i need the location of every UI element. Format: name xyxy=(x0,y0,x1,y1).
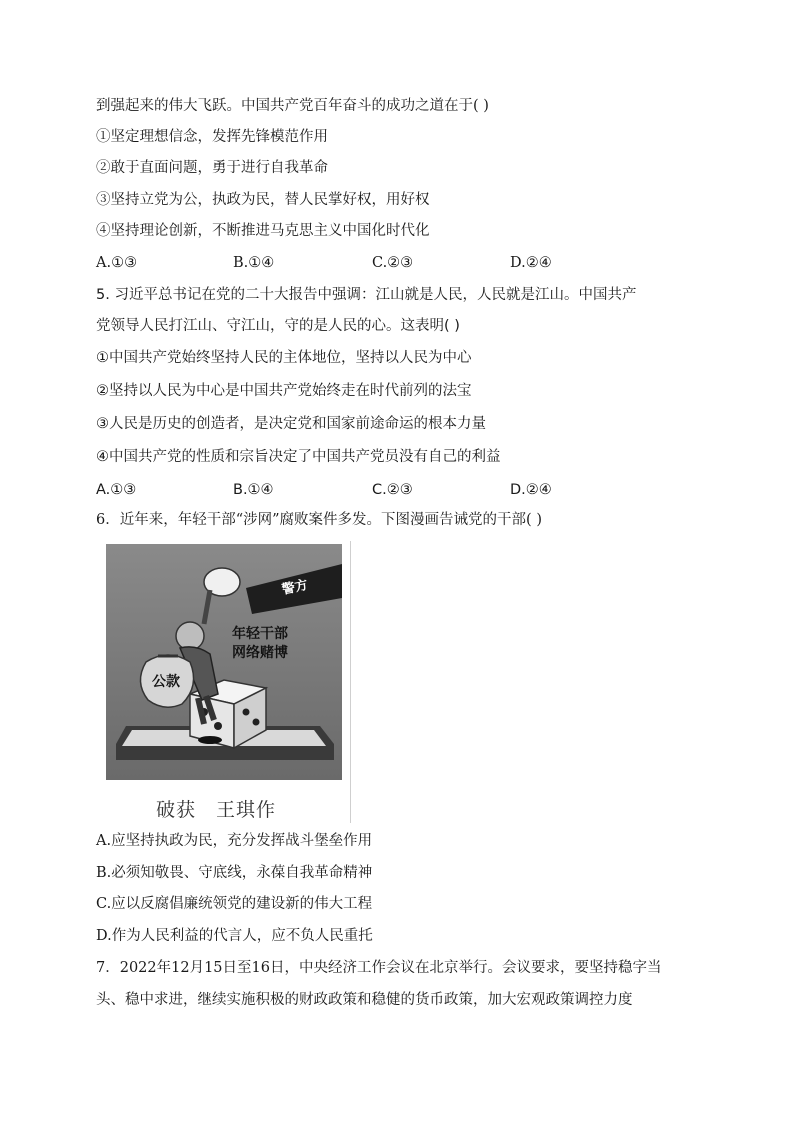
q5-option-d[interactable]: D.②④ xyxy=(510,482,552,498)
cartoon-illustration xyxy=(106,544,342,780)
cartoon-text-2: 网络赌博 xyxy=(232,645,288,661)
q7-stem-line2: 头、稳中求进，继续实施积极的财政政策和稳健的货币政策，加大宏观政策调控力度 xyxy=(96,992,633,1008)
q6-option-b[interactable]: B.必须知敬畏、守底线，永葆自我革命精神 xyxy=(96,865,373,881)
q7-stem-line1: 7．2022年12月15日至16日，中央经济工作会议在北京举行。会议要求，要坚持稳字当 xyxy=(96,960,662,976)
q4-option-d[interactable]: D.②④ xyxy=(510,255,552,271)
figure-caption: 破获 王琪作 xyxy=(156,799,277,821)
q4-options xyxy=(96,253,696,273)
q4-option-a[interactable]: A.①③ xyxy=(96,255,138,271)
q4-item-2: ②敢于直面问题，勇于进行自我革命 xyxy=(96,160,328,176)
q5-option-b[interactable]: B.①④ xyxy=(233,482,274,498)
q5-item-2: ②坚持以人民为中心是中国共产党始终走在时代前列的法宝 xyxy=(96,383,472,399)
q4-option-b[interactable]: B.①④ xyxy=(233,255,275,271)
q5-stem-line1: 5. 习近平总书记在党的二十大报告中强调：江山就是人民，人民就是江山。中国共产 xyxy=(96,287,637,303)
q5-item-4: ④中国共产党的性质和宗旨决定了中国共产党员没有自己的利益 xyxy=(96,449,501,465)
q5-options xyxy=(96,480,696,500)
q5-option-a[interactable]: A.①③ xyxy=(96,482,137,498)
q5-stem-line2: 党领导人民打江山、守江山，守的是人民的心。这表明( ) xyxy=(96,318,460,334)
q6-stem: 6．近年来，年轻干部“涉网”腐败案件多发。下图漫画告诫党的干部( ) xyxy=(96,512,542,528)
bag-label: 公款 xyxy=(152,674,180,690)
q4-item-3: ③坚持立党为公，执政为民，替人民掌好权，用好权 xyxy=(96,192,430,208)
q6-option-d[interactable]: D.作为人民利益的代言人，应不负人民重托 xyxy=(96,928,373,944)
q5-item-3: ③人民是历史的创造者，是决定党和国家前途命运的根本力量 xyxy=(96,416,486,432)
q5-option-c[interactable]: C.②③ xyxy=(372,482,413,498)
q4-option-c[interactable]: C.②③ xyxy=(372,255,414,271)
q4-item-4: ④坚持理论创新，不断推进马克思主义中国化时代化 xyxy=(96,223,430,239)
q4-item-1: ①坚定理想信念，发挥先锋模范作用 xyxy=(96,129,328,145)
q6-option-c[interactable]: C.应以反腐倡廉统领党的建设新的伟大工程 xyxy=(96,896,373,912)
q5-item-1: ①中国共产党始终坚持人民的主体地位，坚持以人民为中心 xyxy=(96,350,472,366)
sleeve-label: 警方 xyxy=(280,577,310,598)
q6-cartoon-figure xyxy=(104,541,351,823)
cartoon-text-1: 年轻干部 xyxy=(232,626,288,642)
q6-option-a[interactable]: A.应坚持执政为民，充分发挥战斗堡垒作用 xyxy=(96,833,373,849)
q4-stem: 到强起来的伟大飞跃。中国共产党百年奋斗的成功之道在于( ) xyxy=(96,98,489,114)
